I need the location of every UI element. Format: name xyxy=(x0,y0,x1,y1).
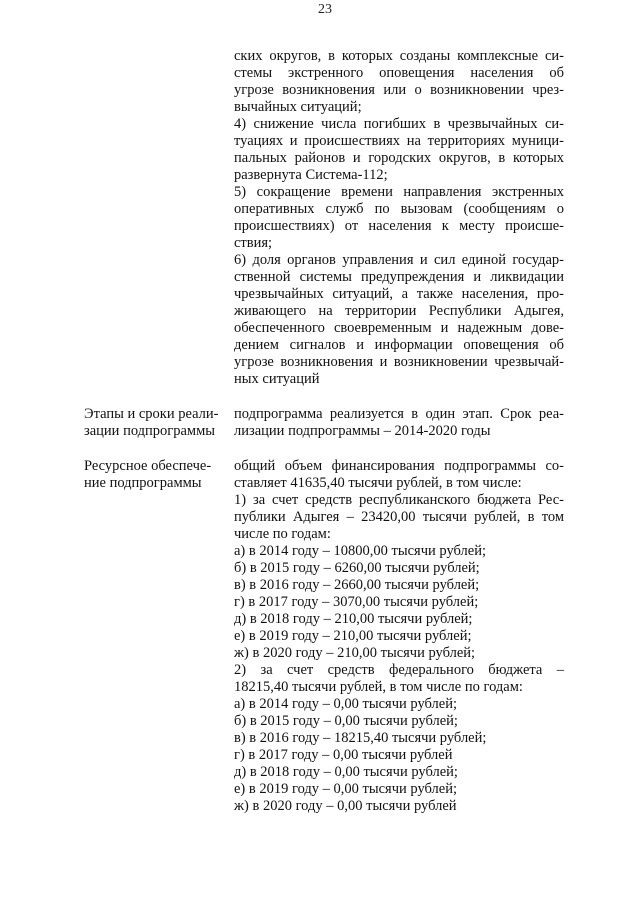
content-line: пальных районов и городских округов, в которых xyxy=(234,150,564,166)
content-line: е) в 2019 году – 210,00 тысячи рублей; xyxy=(234,628,472,644)
content-line: а) в 2014 году – 10800,00 тысячи рублей; xyxy=(234,543,486,559)
content-line: б) в 2015 году – 0,00 тысячи рублей; xyxy=(234,713,458,729)
page-number: 23 xyxy=(318,2,332,17)
content-line: в) в 2016 году – 2660,00 тысячи рублей; xyxy=(234,577,480,593)
content-line: ских округов, в которых созданы комплексные си- xyxy=(234,48,564,64)
content-line: туациях и происшествиях на территориях муници- xyxy=(234,133,564,149)
content-line: ных ситуаций xyxy=(234,371,320,387)
content-line: д) в 2018 году – 0,00 тысячи рублей; xyxy=(234,764,458,780)
table-row xyxy=(84,406,564,440)
content-line: ствия; xyxy=(234,235,273,251)
content-line: лизации подпрограммы – 2014-2020 годы xyxy=(234,423,491,439)
label-line: Этапы и сроки реали- xyxy=(84,406,219,422)
content-line: г) в 2017 году – 3070,00 тысячи рублей; xyxy=(234,594,479,610)
content-line: живающего на территории Республики Адыгея, xyxy=(234,303,564,319)
content-line: обеспеченного своевременным и надежным дове- xyxy=(234,320,564,336)
row-label xyxy=(84,458,234,492)
content-line: стемы экстренного оповещения населения об xyxy=(234,65,564,81)
row-content xyxy=(234,48,564,388)
row-gap xyxy=(84,388,564,406)
content-line: 4) снижение числа погибших в чрезвычайных си- xyxy=(234,116,564,132)
content-line: вычайных ситуаций; xyxy=(234,99,362,115)
content-line: а) в 2014 году – 0,00 тысячи рублей; xyxy=(234,696,457,712)
content-line: в) в 2016 году – 18215,40 тысячи рублей; xyxy=(234,730,487,746)
content-line: оперативных служб по вызовам (сообщениям о xyxy=(234,201,564,217)
content-line: угрозе возникновения и возникновении чрезвычай- xyxy=(234,354,564,370)
content-line: 6) доля органов управления и сил единой государ- xyxy=(234,252,564,268)
content-line: ставляет 41635,40 тысячи рублей, в том числе: xyxy=(234,475,522,491)
content-line: б) в 2015 году – 6260,00 тысячи рублей; xyxy=(234,560,480,576)
content-line: публики Адыгея – 23420,00 тысячи рублей, в том xyxy=(234,509,564,525)
row-label xyxy=(84,406,234,440)
content-line: происшествиях) от населения к месту происше- xyxy=(234,218,564,234)
row-gap xyxy=(84,440,564,458)
content-line: г) в 2017 году – 0,00 тысячи рублей xyxy=(234,747,453,763)
content-line: ж) в 2020 году – 0,00 тысячи рублей xyxy=(234,798,457,814)
content-line: ственной системы предупреждения и ликвидации xyxy=(234,269,564,285)
table-row xyxy=(84,458,564,815)
content-line: подпрограмма реализуется в один этап. Срок реа- xyxy=(234,406,564,422)
content-line: е) в 2019 году – 0,00 тысячи рублей; xyxy=(234,781,457,797)
label-line: зации подпрограммы xyxy=(84,423,216,439)
content-line: 2) за счет средств федерального бюджета – xyxy=(234,662,564,678)
content-line: 5) сокращение времени направления экстренных xyxy=(234,184,564,200)
row-content xyxy=(234,406,564,440)
content-line: ж) в 2020 году – 210,00 тысячи рублей; xyxy=(234,645,476,661)
content-line: дением сигналов и информации оповещения об xyxy=(234,337,564,353)
table-row xyxy=(84,48,564,388)
label-line: ние подпрограммы xyxy=(84,475,202,491)
label-line: Ресурсное обеспече- xyxy=(84,458,212,474)
content-line: д) в 2018 году – 210,00 тысячи рублей; xyxy=(234,611,473,627)
content-line: 18215,40 тысячи рублей, в том числе по годам: xyxy=(234,679,523,695)
row-content xyxy=(234,458,564,815)
passport-table xyxy=(84,48,564,815)
content-line: развернута Система-112; xyxy=(234,167,388,183)
content-line: 1) за счет средств республиканского бюджета Рес- xyxy=(234,492,564,508)
content-line: угрозе возникновения или о возникновении чрез- xyxy=(234,82,564,98)
content-line: чрезвычайных ситуаций, а также населения, про- xyxy=(234,286,564,302)
content-line: числе по годам: xyxy=(234,526,331,542)
content-line: общий объем финансирования подпрограммы со- xyxy=(234,458,564,474)
